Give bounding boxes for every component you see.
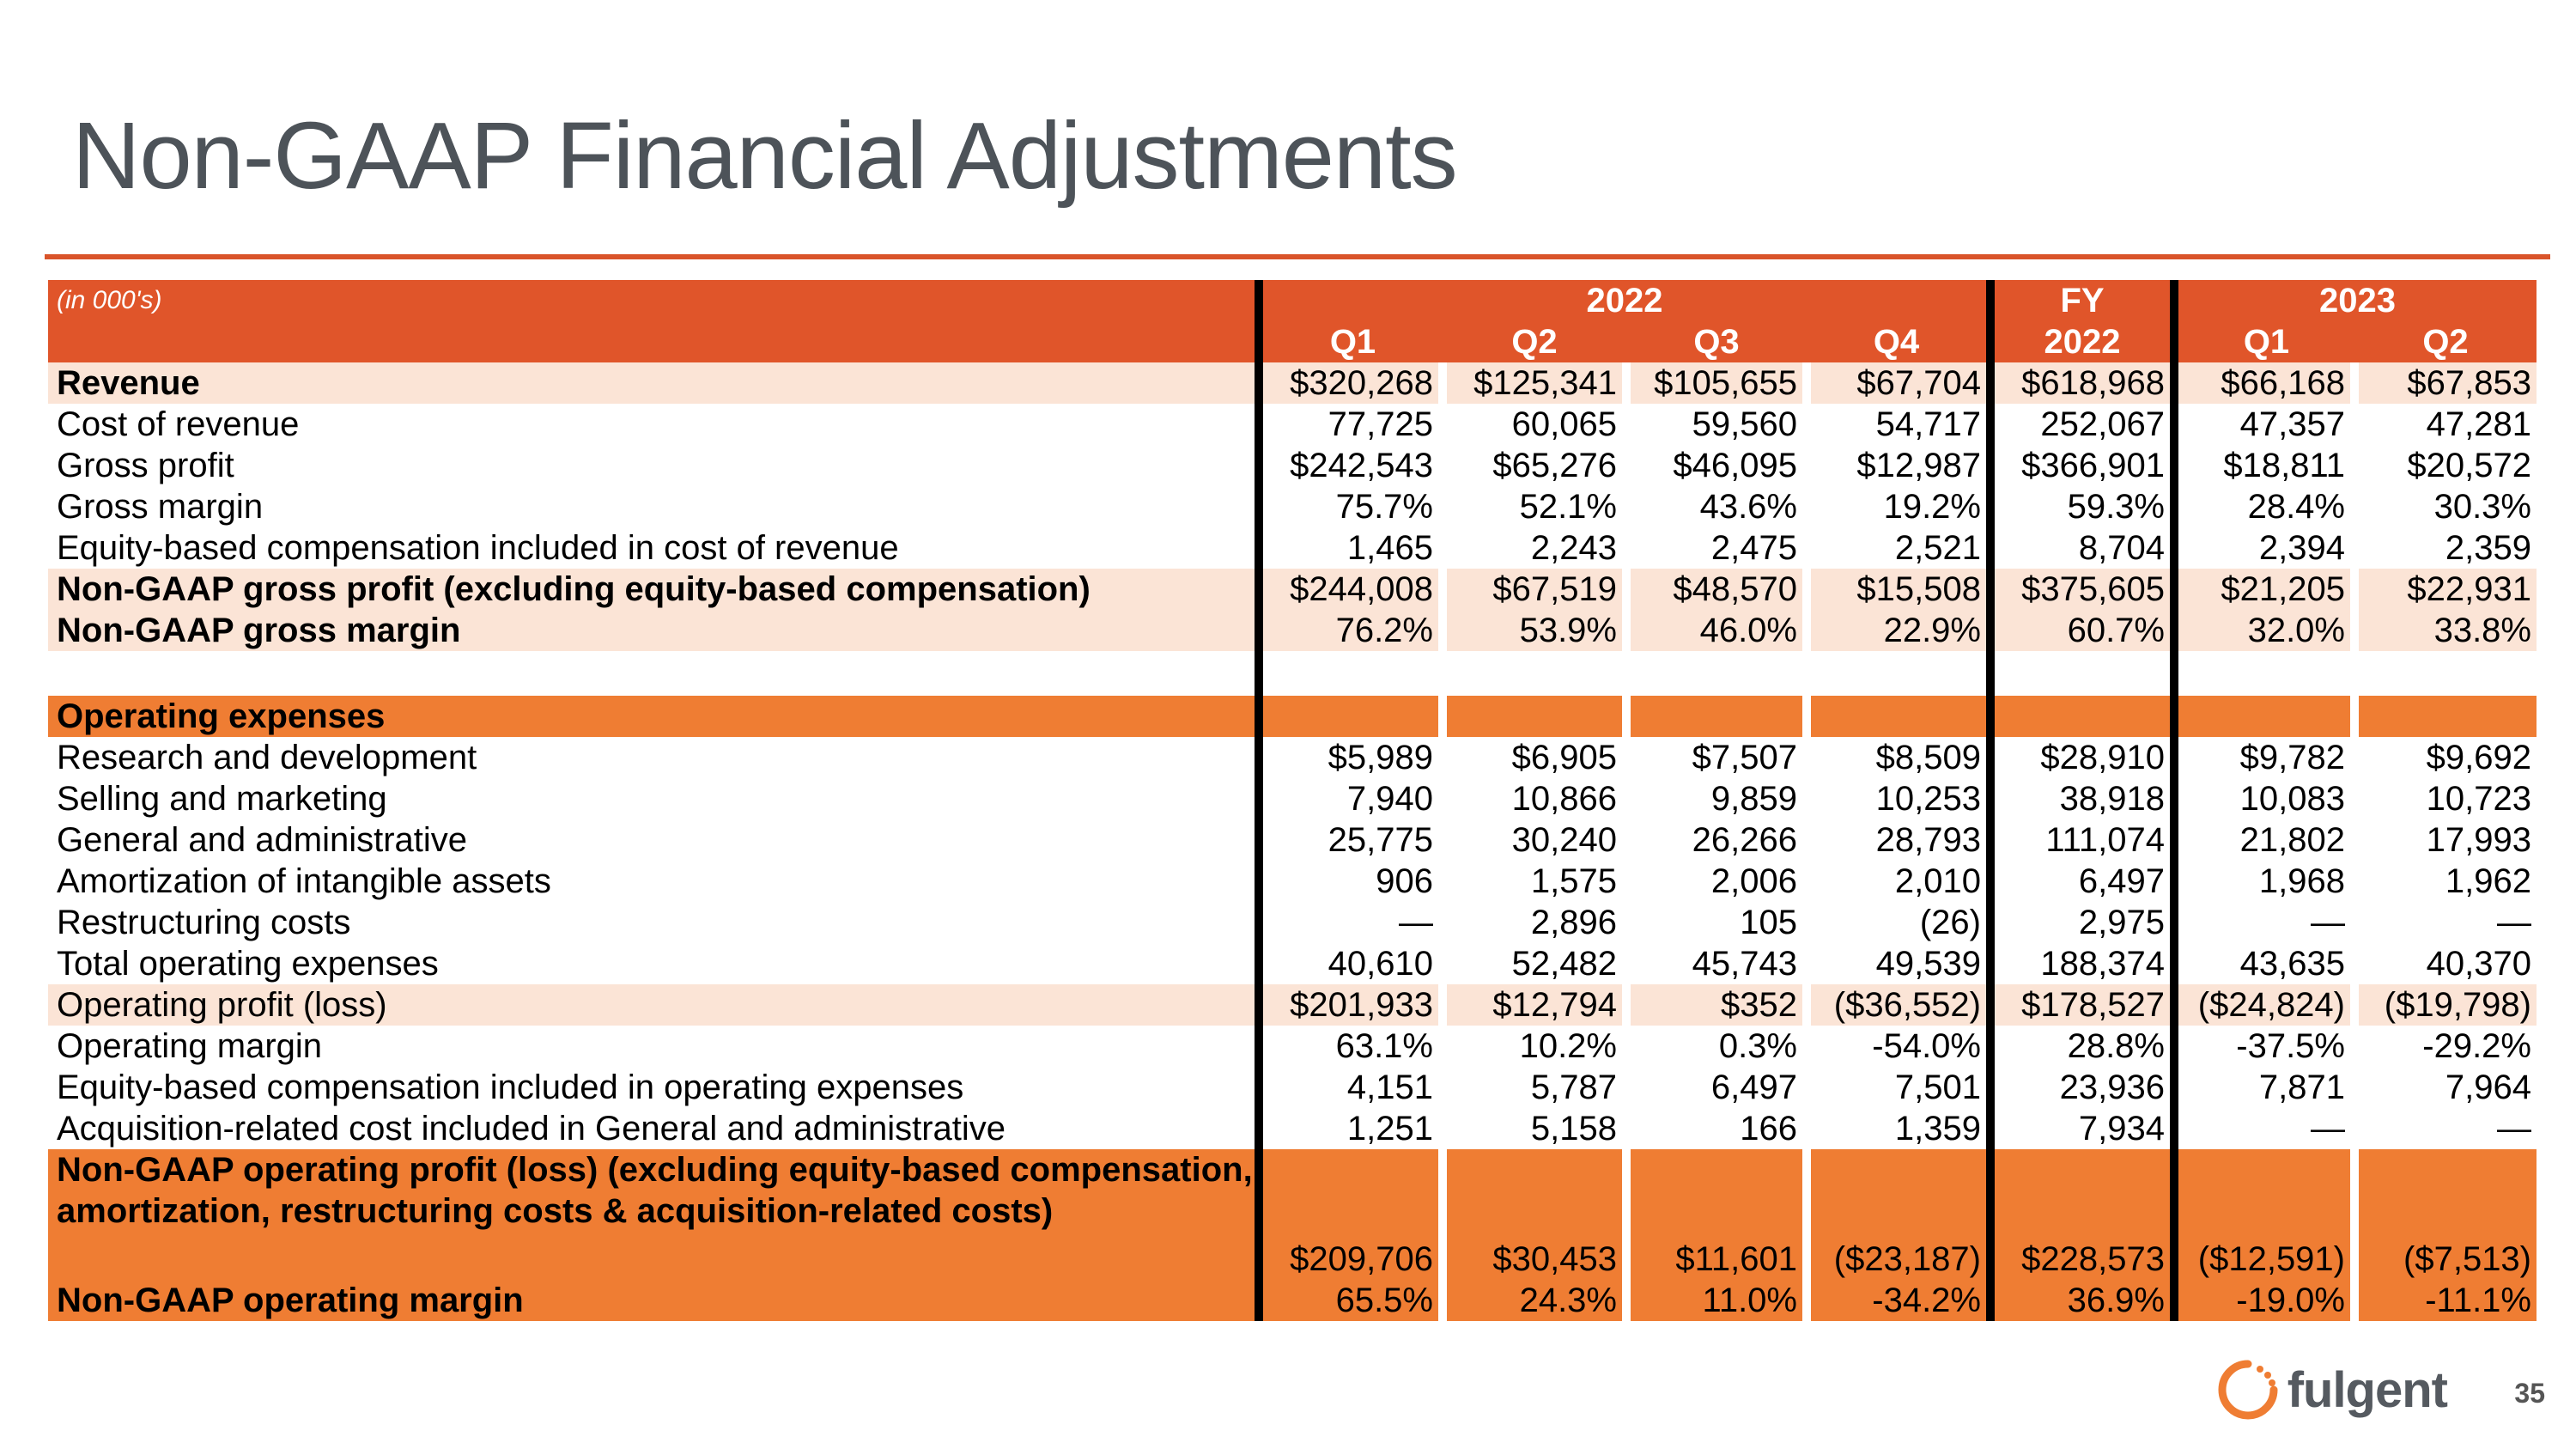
cell-value: 2,896 [1443,902,1626,943]
row-label: Operating profit (loss) [48,984,1259,1026]
cell-value [2174,696,2354,737]
spacer-cell [1807,651,1990,696]
cell-value: 60.7% [1990,610,2174,651]
cell-value [1443,696,1626,737]
cell-value: 2,006 [1626,861,1807,902]
cell-value: -37.5% [2174,1026,2354,1067]
units-label: (in 000's) [57,286,162,314]
cell-value: $7,507 [1626,737,1807,778]
cell-value: 188,374 [1990,943,2174,984]
cell-value: 30,240 [1443,819,1626,861]
row-label: Non-GAAP gross profit (excluding equity-based compensation) [48,569,1259,610]
cell-value: 1,968 [2174,861,2354,902]
group-header-2022: 2022 [1259,280,1990,321]
row-label: Research and development [57,739,477,776]
header-row-columns [48,321,2537,362]
page-number: 35 [2514,1378,2545,1409]
row-label: Acquisition-related cost included in General and administrative [57,1110,1006,1148]
cell-value: 22.9% [1807,610,1990,651]
cell-value: 77,725 [1259,404,1443,445]
row-label: Equity-based compensation included in operating expenses [57,1068,964,1106]
cell-value: $105,655 [1626,362,1807,404]
row-label: Operating expenses [48,696,1259,737]
company-logo [2215,1357,2447,1422]
cell-value: — [2354,902,2537,943]
cell-value: — [2174,1108,2354,1149]
cell-value: 11.0% [1626,1280,1807,1321]
cell-value: 59,560 [1626,404,1807,445]
group-header-fy: FY [1990,280,2174,321]
row-label: Total operating expenses [57,945,439,983]
section-header-row [48,696,2537,737]
table-row [48,362,2537,404]
cell-value: 10,253 [1807,778,1990,819]
table-row [48,861,2537,902]
row-label: Gross margin [57,488,264,526]
cell-value: ($12,591) [2174,1149,2354,1280]
cell-value: 59.3% [1990,486,2174,527]
header-spacer [48,321,1259,362]
cell-value: 2,359 [2354,527,2537,569]
cell-value: 40,370 [2354,943,2537,984]
spacer-row [48,651,2537,696]
cell-value: 10,083 [2174,778,2354,819]
table-row [48,610,2537,651]
cell-value: ($36,552) [1807,984,1990,1026]
cell-value: 38,918 [1990,778,2174,819]
cell-value: $67,519 [1443,569,1626,610]
cell-value: $20,572 [2354,445,2537,486]
page-title: Non-GAAP Financial Adjustments [72,103,1457,209]
table-row [48,1280,2537,1321]
cell-value: 10,866 [1443,778,1626,819]
cell-value: 6,497 [1990,861,2174,902]
cell-value: 10,723 [2354,778,2537,819]
cell-value: ($19,798) [2354,984,2537,1026]
cell-value: 5,787 [1443,1067,1626,1108]
cell-value: 25,775 [1259,819,1443,861]
table-row [48,1149,2537,1280]
cell-value: $67,853 [2354,362,2537,404]
cell-value: 45,743 [1626,943,1807,984]
column-header: Q2 [1511,323,1558,361]
cell-value: -54.0% [1807,1026,1990,1067]
table-row [48,486,2537,527]
cell-value: 28,793 [1807,819,1990,861]
row-label: Selling and marketing [57,780,387,818]
column-header: Q1 [2174,321,2354,362]
column-header: Q2 [2422,323,2469,361]
cell-value: 21,802 [2174,819,2354,861]
cell-value: $178,527 [1990,984,2174,1026]
table-row [48,569,2537,610]
table-row [48,404,2537,445]
cell-value: -11.1% [2354,1280,2537,1321]
cell-value: 7,934 [1990,1108,2174,1149]
cell-value: 36.9% [1990,1280,2174,1321]
cell-value: 76.2% [1259,610,1443,651]
cell-value: 65.5% [1259,1280,1443,1321]
cell-value: $46,095 [1626,445,1807,486]
cell-value: 1,962 [2354,861,2537,902]
row-label: Revenue [48,362,1259,404]
cell-value: -34.2% [1807,1280,1990,1321]
cell-value: 7,940 [1259,778,1443,819]
table-row [48,737,2537,778]
table-row [48,902,2537,943]
cell-value: $15,508 [1807,569,1990,610]
row-label: General and administrative [57,821,468,859]
cell-value: 2,521 [1807,527,1990,569]
cell-value: $5,989 [1259,737,1443,778]
financial-table [48,280,2537,1321]
cell-value: 906 [1259,861,1443,902]
cell-value: 1,251 [1259,1108,1443,1149]
cell-value: 2,975 [1990,902,2174,943]
cell-value [1807,696,1990,737]
cell-value: $242,543 [1259,445,1443,486]
cell-value: 60,065 [1443,404,1626,445]
cell-value: $8,509 [1807,737,1990,778]
cell-value: 47,281 [2354,404,2537,445]
cell-value: $244,008 [1259,569,1443,610]
cell-value: $67,704 [1807,362,1990,404]
column-header: 2022 [1990,321,2174,362]
cell-value: 53.9% [1443,610,1626,651]
cell-value: 43.6% [1626,486,1807,527]
cell-value: 33.8% [2354,610,2537,651]
cell-value: — [2174,902,2354,943]
row-label: Operating margin [57,1027,323,1065]
cell-value [2354,696,2537,737]
spacer-cell [2174,651,2354,696]
table-row [48,445,2537,486]
cell-value: 40,610 [1259,943,1443,984]
cell-value: 52,482 [1443,943,1626,984]
header-row-groups [48,280,2537,321]
table-row [48,1067,2537,1108]
cell-value: 32.0% [2174,610,2354,651]
spacer-cell [1443,651,1626,696]
cell-value: — [1259,902,1443,943]
row-label: Amortization of intangible assets [57,862,551,900]
spacer-cell [48,651,1259,696]
cell-value [1259,696,1443,737]
cell-value: 75.7% [1259,486,1443,527]
cell-value: 7,871 [2174,1067,2354,1108]
row-label: Restructuring costs [57,904,351,941]
cell-value: 9,859 [1626,778,1807,819]
table-row [48,778,2537,819]
cell-value: 28.8% [1990,1026,2174,1067]
cell-value: 252,067 [1990,404,2174,445]
cell-value: 52.1% [1443,486,1626,527]
cell-value: $48,570 [1626,569,1807,610]
cell-value: $201,933 [1259,984,1443,1026]
group-header-2023: 2023 [2174,280,2537,321]
cell-value: (26) [1807,902,1990,943]
spacer-cell [1259,651,1443,696]
table-row [48,819,2537,861]
table-row [48,1108,2537,1149]
cell-value: 17,993 [2354,819,2537,861]
cell-value: 47,357 [2174,404,2354,445]
cell-value: $65,276 [1443,445,1626,486]
cell-value: $352 [1626,984,1807,1026]
table-row [48,527,2537,569]
cell-value: 46.0% [1626,610,1807,651]
cell-value: 8,704 [1990,527,2174,569]
cell-value: $21,205 [2174,569,2354,610]
cell-value: -29.2% [2354,1026,2537,1067]
cell-value: 1,465 [1259,527,1443,569]
cell-value: $18,811 [2174,445,2354,486]
title-divider [45,254,2550,259]
cell-value: $6,905 [1443,737,1626,778]
cell-value: 2,475 [1626,527,1807,569]
table-row [48,984,2537,1026]
cell-value [1990,696,2174,737]
table-row [48,1026,2537,1067]
cell-value: $9,782 [2174,737,2354,778]
cell-value: 28.4% [2174,486,2354,527]
fulgent-logo-icon [2215,1357,2281,1422]
row-label: Non-GAAP operating margin [48,1280,1259,1321]
cell-value: 7,501 [1807,1067,1990,1108]
logo-wordmark: fulgent [2287,1361,2447,1418]
row-label: Gross profit [57,447,234,484]
cell-value: 2,243 [1443,527,1626,569]
cell-value: $320,268 [1259,362,1443,404]
cell-value: 54,717 [1807,404,1990,445]
cell-value: -19.0% [2174,1280,2354,1321]
row-label: Cost of revenue [57,405,300,443]
cell-value: $11,601 [1626,1149,1807,1280]
cell-value: 23,936 [1990,1067,2174,1108]
cell-value: 30.3% [2354,486,2537,527]
cell-value: 49,539 [1807,943,1990,984]
row-label: Equity-based compensation included in cost of revenue [57,529,899,567]
column-header: Q3 [1693,323,1740,361]
cell-value: 4,151 [1259,1067,1443,1108]
cell-value: 24.3% [1443,1280,1626,1321]
table-row [48,943,2537,984]
cell-value: $22,931 [2354,569,2537,610]
cell-value: 1,575 [1443,861,1626,902]
cell-value: 6,497 [1626,1067,1807,1108]
cell-value: ($24,824) [2174,984,2354,1026]
cell-value: ($23,187) [1807,1149,1990,1280]
spacer-cell [2354,651,2537,696]
cell-value: $375,605 [1990,569,2174,610]
cell-value: 43,635 [2174,943,2354,984]
cell-value: 5,158 [1443,1108,1626,1149]
column-header: Q1 [1259,321,1443,362]
cell-value: 10.2% [1443,1026,1626,1067]
cell-value: 2,394 [2174,527,2354,569]
cell-value: 105 [1626,902,1807,943]
cell-value: 1,359 [1807,1108,1990,1149]
cell-value: $125,341 [1443,362,1626,404]
cell-value: $9,692 [2354,737,2537,778]
cell-value: 7,964 [2354,1067,2537,1108]
row-label: Non-GAAP gross margin [48,610,1259,651]
cell-value: $228,573 [1990,1149,2174,1280]
cell-value: ($7,513) [2354,1149,2537,1280]
cell-value: 26,266 [1626,819,1807,861]
cell-value: — [2354,1108,2537,1149]
cell-value: 111,074 [1990,819,2174,861]
cell-value: 166 [1626,1108,1807,1149]
cell-value [1626,696,1807,737]
row-label: Non-GAAP operating profit (loss) (excluding equity-based compensation, amortization, restructuring costs & acquisition-related costs) [48,1149,1259,1280]
cell-value: $12,987 [1807,445,1990,486]
cell-value: 0.3% [1626,1026,1807,1067]
cell-value: $66,168 [2174,362,2354,404]
cell-value: $28,910 [1990,737,2174,778]
cell-value: $618,968 [1990,362,2174,404]
cell-value: $366,901 [1990,445,2174,486]
cell-value: 2,010 [1807,861,1990,902]
cell-value: 19.2% [1807,486,1990,527]
cell-value: $30,453 [1443,1149,1626,1280]
cell-value: $209,706 [1259,1149,1443,1280]
column-header: Q4 [1873,323,1920,361]
cell-value: 63.1% [1259,1026,1443,1067]
spacer-cell [1626,651,1807,696]
spacer-cell [1990,651,2174,696]
cell-value: $12,794 [1443,984,1626,1026]
